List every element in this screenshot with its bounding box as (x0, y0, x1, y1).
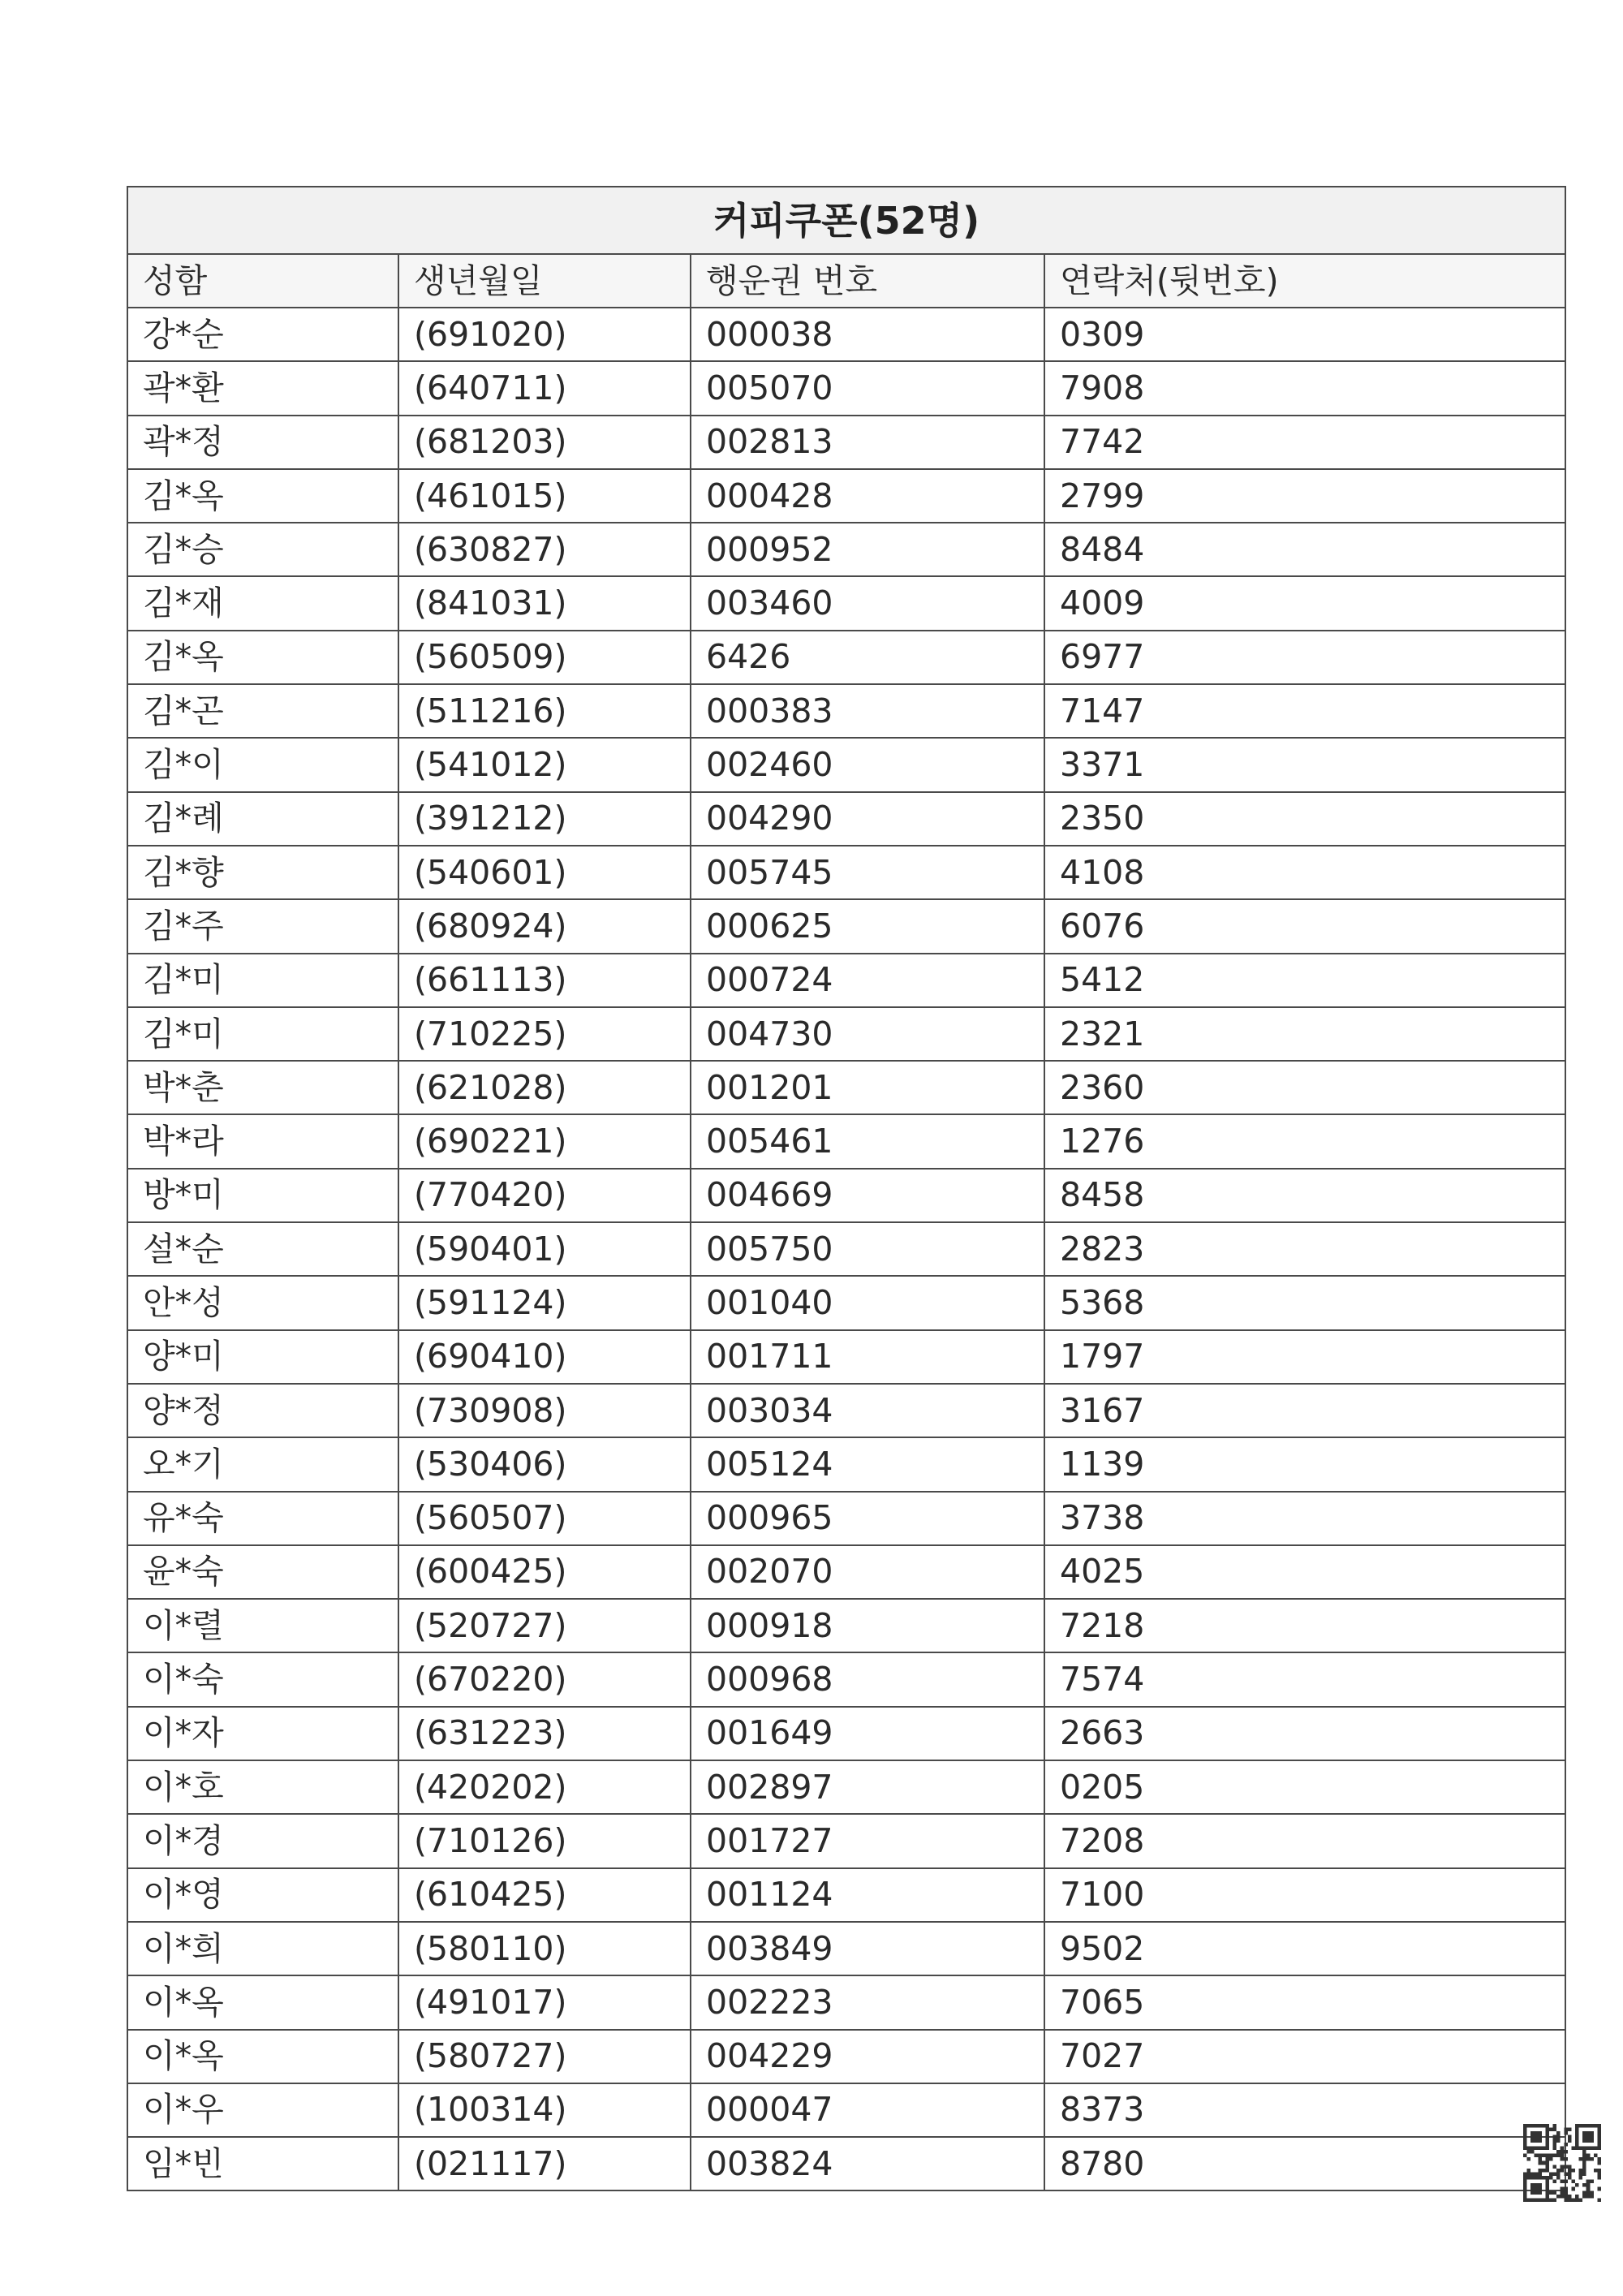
cell-birthdate: (021117) (398, 2137, 691, 2190)
cell-lucky-number: 003460 (691, 576, 1044, 630)
cell-lucky-number: 004669 (691, 1169, 1044, 1222)
table-row (127, 1330, 1565, 1384)
table-row (127, 1384, 1565, 1437)
cell-contact: 5368 (1044, 1276, 1565, 1329)
cell-birthdate: (391212) (398, 792, 691, 846)
cell-lucky-number: 002223 (691, 1975, 1044, 2029)
cell-name: 오*기 (127, 1437, 398, 1491)
cell-contact: 6977 (1044, 631, 1565, 684)
table-row (127, 1868, 1565, 1922)
cell-name: 박*라 (127, 1114, 398, 1168)
cell-lucky-number: 003034 (691, 1384, 1044, 1437)
cell-lucky-number: 000965 (691, 1492, 1044, 1545)
table-row (127, 1922, 1565, 1975)
cell-birthdate: (710225) (398, 1007, 691, 1061)
cell-birthdate: (690410) (398, 1330, 691, 1384)
cell-contact: 2350 (1044, 792, 1565, 846)
cell-birthdate: (630827) (398, 523, 691, 576)
cell-name: 이*옥 (127, 1975, 398, 2029)
cell-contact: 6076 (1044, 899, 1565, 953)
cell-contact: 1139 (1044, 1437, 1565, 1491)
table-row (127, 1814, 1565, 1867)
cell-birthdate: (511216) (398, 684, 691, 738)
cell-name: 설*순 (127, 1222, 398, 1276)
cell-lucky-number: 005461 (691, 1114, 1044, 1168)
cell-birthdate: (640711) (398, 361, 691, 415)
table-row (127, 1061, 1565, 1114)
table-row (127, 1276, 1565, 1329)
cell-birthdate: (530406) (398, 1437, 691, 1491)
cell-birthdate: (730908) (398, 1384, 691, 1437)
cell-contact: 7065 (1044, 1975, 1565, 2029)
cell-name: 김*곤 (127, 684, 398, 738)
cell-birthdate: (841031) (398, 576, 691, 630)
cell-birthdate: (770420) (398, 1169, 691, 1222)
cell-contact: 7208 (1044, 1814, 1565, 1867)
cell-name: 이*경 (127, 1814, 398, 1867)
table-row (127, 1222, 1565, 1276)
cell-lucky-number: 005124 (691, 1437, 1044, 1491)
cell-name: 이*옥 (127, 2030, 398, 2083)
cell-contact: 5412 (1044, 954, 1565, 1007)
cell-birthdate: (680924) (398, 899, 691, 953)
table-row (127, 361, 1565, 415)
coupon-table (127, 186, 1566, 2191)
cell-lucky-number: 005750 (691, 1222, 1044, 1276)
cell-lucky-number: 001649 (691, 1707, 1044, 1760)
cell-birthdate: (520727) (398, 1599, 691, 1652)
cell-name: 김*재 (127, 576, 398, 630)
cell-birthdate: (580727) (398, 2030, 691, 2083)
cell-name: 강*순 (127, 308, 398, 361)
cell-name: 방*미 (127, 1169, 398, 1222)
table-row (127, 631, 1565, 684)
cell-lucky-number: 000428 (691, 469, 1044, 523)
table-row (127, 1437, 1565, 1491)
cell-contact: 7027 (1044, 2030, 1565, 2083)
table-body (127, 308, 1565, 2190)
cell-contact: 2823 (1044, 1222, 1565, 1276)
cell-name: 김*미 (127, 1007, 398, 1061)
table-row (127, 846, 1565, 899)
table-row (127, 2030, 1565, 2083)
cell-birthdate: (420202) (398, 1760, 691, 1814)
cell-contact: 8780 (1044, 2137, 1565, 2190)
column-header-birthdate: 생년월일 (398, 254, 691, 308)
cell-contact: 9502 (1044, 1922, 1565, 1975)
cell-name: 윤*숙 (127, 1545, 398, 1599)
cell-name: 곽*환 (127, 361, 398, 415)
table-header-row (127, 254, 1565, 308)
table-row (127, 469, 1565, 523)
table-title-row (127, 187, 1565, 254)
table-row (127, 416, 1565, 469)
cell-birthdate: (631223) (398, 1707, 691, 1760)
cell-birthdate: (710126) (398, 1814, 691, 1867)
cell-contact: 3371 (1044, 738, 1565, 791)
cell-contact: 1797 (1044, 1330, 1565, 1384)
cell-name: 김*주 (127, 899, 398, 953)
cell-birthdate: (580110) (398, 1922, 691, 1975)
cell-name: 이*희 (127, 1922, 398, 1975)
cell-lucky-number: 001124 (691, 1868, 1044, 1922)
table-row (127, 1707, 1565, 1760)
cell-birthdate: (560507) (398, 1492, 691, 1545)
cell-name: 이*숙 (127, 1652, 398, 1706)
cell-birthdate: (560509) (398, 631, 691, 684)
cell-name: 이*렬 (127, 1599, 398, 1652)
table-row (127, 1169, 1565, 1222)
cell-lucky-number: 001040 (691, 1276, 1044, 1329)
cell-name: 김*옥 (127, 631, 398, 684)
table-row (127, 308, 1565, 361)
cell-lucky-number: 002070 (691, 1545, 1044, 1599)
cell-contact: 1276 (1044, 1114, 1565, 1168)
table-row (127, 954, 1565, 1007)
cell-contact: 2321 (1044, 1007, 1565, 1061)
column-header-contact: 연락처(뒷번호) (1044, 254, 1565, 308)
cell-lucky-number: 000952 (691, 523, 1044, 576)
cell-birthdate: (621028) (398, 1061, 691, 1114)
table-row (127, 1545, 1565, 1599)
cell-birthdate: (610425) (398, 1868, 691, 1922)
cell-name: 양*정 (127, 1384, 398, 1437)
cell-name: 김*이 (127, 738, 398, 791)
cell-contact: 0205 (1044, 1760, 1565, 1814)
cell-lucky-number: 001727 (691, 1814, 1044, 1867)
cell-name: 이*영 (127, 1868, 398, 1922)
cell-contact: 2360 (1044, 1061, 1565, 1114)
cell-birthdate: (100314) (398, 2083, 691, 2137)
column-header-lucky-number: 행운권 번호 (691, 254, 1044, 308)
cell-birthdate: (540601) (398, 846, 691, 899)
cell-birthdate: (461015) (398, 469, 691, 523)
cell-birthdate: (691020) (398, 308, 691, 361)
cell-contact: 7742 (1044, 416, 1565, 469)
cell-lucky-number: 000968 (691, 1652, 1044, 1706)
cell-lucky-number: 000918 (691, 1599, 1044, 1652)
cell-contact: 7147 (1044, 684, 1565, 738)
cell-lucky-number: 004730 (691, 1007, 1044, 1061)
cell-lucky-number: 004290 (691, 792, 1044, 846)
cell-birthdate: (491017) (398, 1975, 691, 2029)
table-title: 커피쿠폰(52명) (127, 187, 1565, 254)
column-header-name: 성함 (127, 254, 398, 308)
cell-name: 김*옥 (127, 469, 398, 523)
cell-lucky-number: 000724 (691, 954, 1044, 1007)
cell-lucky-number: 6426 (691, 631, 1044, 684)
cell-contact: 4025 (1044, 1545, 1565, 1599)
cell-birthdate: (590401) (398, 1222, 691, 1276)
table-row (127, 1975, 1565, 2029)
cell-name: 김*향 (127, 846, 398, 899)
table-row (127, 523, 1565, 576)
table-row (127, 1652, 1565, 1706)
cell-name: 이*호 (127, 1760, 398, 1814)
cell-name: 안*성 (127, 1276, 398, 1329)
cell-lucky-number: 005745 (691, 846, 1044, 899)
table-row (127, 1599, 1565, 1652)
table-row (127, 899, 1565, 953)
cell-name: 임*빈 (127, 2137, 398, 2190)
table-row (127, 2137, 1565, 2190)
cell-lucky-number: 002813 (691, 416, 1044, 469)
cell-name: 김*승 (127, 523, 398, 576)
cell-lucky-number: 000625 (691, 899, 1044, 953)
cell-contact: 0309 (1044, 308, 1565, 361)
cell-name: 유*숙 (127, 1492, 398, 1545)
cell-contact: 7218 (1044, 1599, 1565, 1652)
cell-name: 김*례 (127, 792, 398, 846)
cell-lucky-number: 003824 (691, 2137, 1044, 2190)
cell-lucky-number: 001711 (691, 1330, 1044, 1384)
cell-lucky-number: 005070 (691, 361, 1044, 415)
cell-contact: 7100 (1044, 1868, 1565, 1922)
cell-name: 곽*정 (127, 416, 398, 469)
table-row (127, 1492, 1565, 1545)
cell-contact: 2663 (1044, 1707, 1565, 1760)
cell-lucky-number: 000038 (691, 308, 1044, 361)
cell-birthdate: (681203) (398, 416, 691, 469)
cell-name: 이*자 (127, 1707, 398, 1760)
cell-contact: 3738 (1044, 1492, 1565, 1545)
cell-contact: 7908 (1044, 361, 1565, 415)
cell-birthdate: (661113) (398, 954, 691, 1007)
cell-lucky-number: 003849 (691, 1922, 1044, 1975)
qr-code-icon (1523, 2124, 1601, 2202)
cell-name: 양*미 (127, 1330, 398, 1384)
cell-contact: 3167 (1044, 1384, 1565, 1437)
table-row (127, 684, 1565, 738)
table-row (127, 576, 1565, 630)
cell-lucky-number: 000047 (691, 2083, 1044, 2137)
cell-birthdate: (670220) (398, 1652, 691, 1706)
cell-name: 이*우 (127, 2083, 398, 2137)
cell-contact: 7574 (1044, 1652, 1565, 1706)
cell-birthdate: (591124) (398, 1276, 691, 1329)
cell-name: 김*미 (127, 954, 398, 1007)
cell-name: 박*춘 (127, 1061, 398, 1114)
cell-lucky-number: 002897 (691, 1760, 1044, 1814)
table-row (127, 1007, 1565, 1061)
table-row (127, 738, 1565, 791)
cell-birthdate: (541012) (398, 738, 691, 791)
cell-contact: 8458 (1044, 1169, 1565, 1222)
cell-lucky-number: 000383 (691, 684, 1044, 738)
cell-contact: 8373 (1044, 2083, 1565, 2137)
cell-lucky-number: 002460 (691, 738, 1044, 791)
cell-contact: 4108 (1044, 846, 1565, 899)
cell-birthdate: (600425) (398, 1545, 691, 1599)
cell-contact: 8484 (1044, 523, 1565, 576)
table-row (127, 792, 1565, 846)
cell-contact: 4009 (1044, 576, 1565, 630)
cell-contact: 2799 (1044, 469, 1565, 523)
cell-lucky-number: 001201 (691, 1061, 1044, 1114)
table-row (127, 1760, 1565, 1814)
table-row (127, 1114, 1565, 1168)
cell-birthdate: (690221) (398, 1114, 691, 1168)
table-row (127, 2083, 1565, 2137)
cell-lucky-number: 004229 (691, 2030, 1044, 2083)
